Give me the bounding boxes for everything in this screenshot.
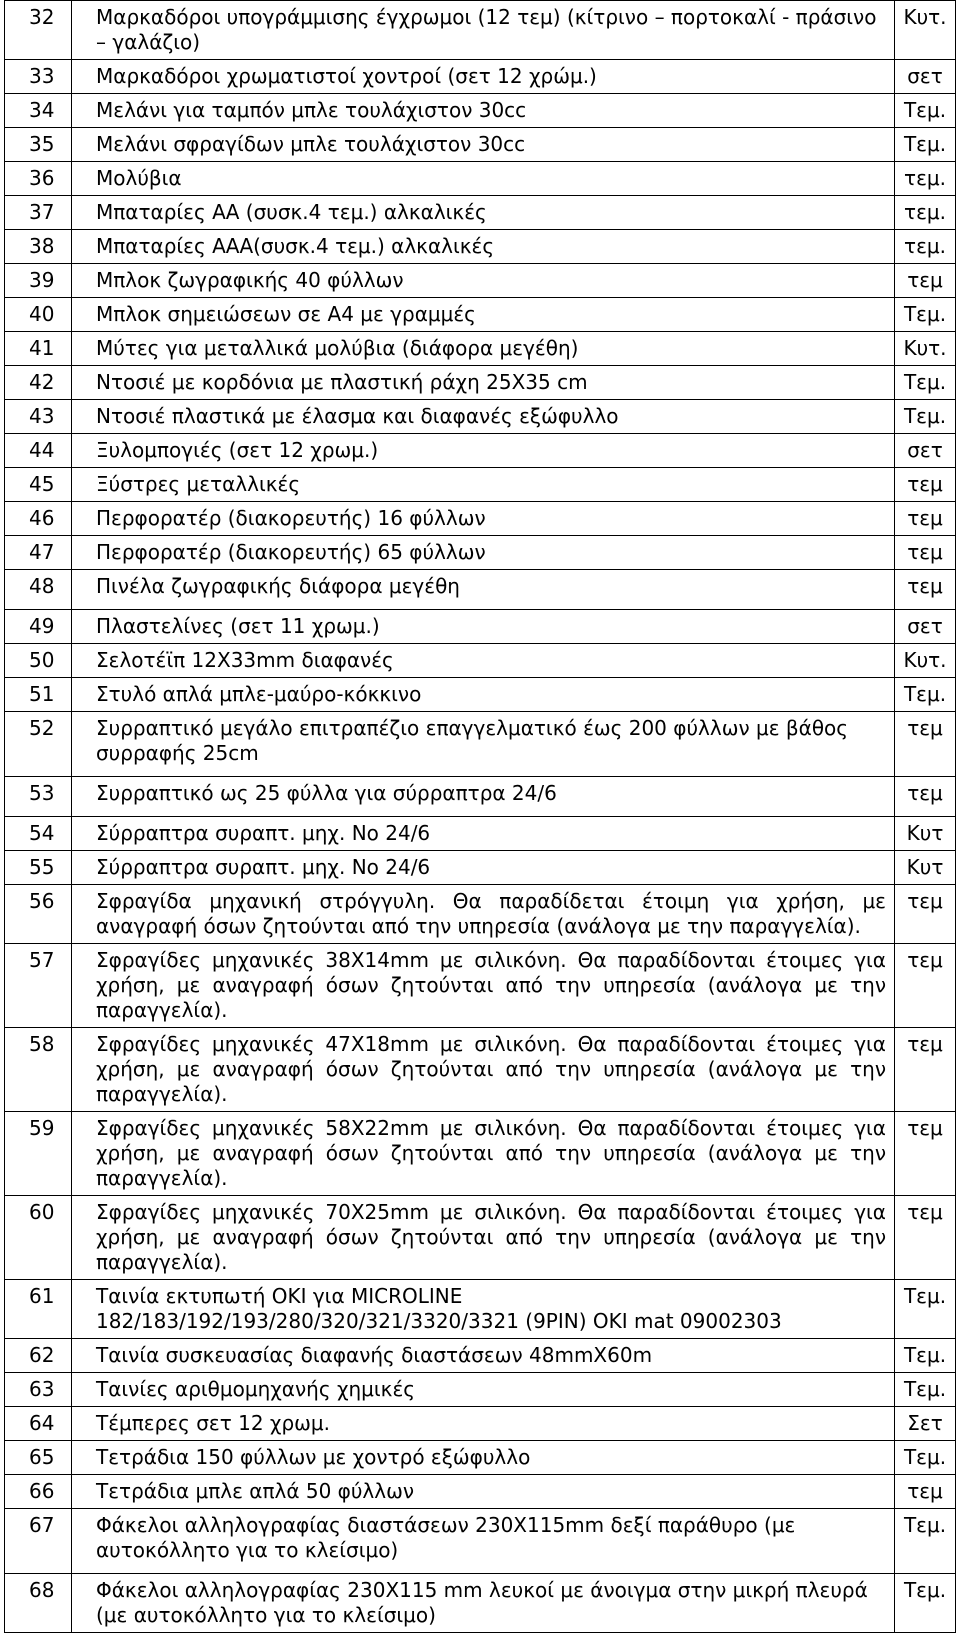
item-unit: τεμ [895,885,956,944]
item-description: Μολύβια [72,162,895,196]
table-row [5,1574,956,1633]
item-description: Μπλοκ σημειώσεων σε Α4 με γραμμές [72,298,895,332]
table-row [5,400,956,434]
item-unit: τεμ [895,1028,956,1112]
table-row [5,1196,956,1280]
item-description: Μελάνι για ταμπόν μπλε τουλάχιστον 30cc [72,94,895,128]
table-row [5,817,956,851]
item-number: 39 [5,264,72,298]
item-number: 65 [5,1441,72,1475]
item-description: Ντοσιέ πλαστικά με έλασμα και διαφανές εξώφυλλο [72,400,895,434]
table-row [5,885,956,944]
item-unit: τεμ [895,536,956,570]
table-row [5,128,956,162]
table-row [5,366,956,400]
item-unit: Τεμ. [895,400,956,434]
item-number: 63 [5,1373,72,1407]
item-number: 37 [5,196,72,230]
item-description: Τετράδια 150 φύλλων με χοντρό εξώφυλλο [72,1441,895,1475]
item-description: Ταινίες αριθμομηχανής χημικές [72,1373,895,1407]
item-unit: Τεμ. [895,1280,956,1339]
item-description: Στυλό απλά μπλε-μαύρο-κόκκινο [72,678,895,712]
item-unit: Τεμ. [895,1373,956,1407]
item-number: 54 [5,817,72,851]
table-row [5,1373,956,1407]
item-number: 60 [5,1196,72,1280]
item-description: Μαρκαδόροι χρωματιστοί χοντροί (σετ 12 χρώμ.) [72,60,895,94]
item-number: 46 [5,502,72,536]
item-description: Ξύστρες μεταλλικές [72,468,895,502]
table-row [5,678,956,712]
item-description: Σφραγίδες μηχανικές 58Χ22mm με σιλικόνη. Θα παραδίδονται έτοιμες για χρήση, με αναγραφή όσων ζητούνται από την υπηρεσία (ανάλογα με την παραγγελία). [72,1112,895,1196]
item-number: 53 [5,777,72,817]
item-description: Τέμπερες σετ 12 χρωμ. [72,1407,895,1441]
item-description: Τετράδια μπλε απλά 50 φύλλων [72,1475,895,1509]
table-row [5,1028,956,1112]
item-unit: τεμ [895,1475,956,1509]
item-unit: Κυτ [895,851,956,885]
item-description: Μαρκαδόροι υπογράμμισης έγχρωμοι (12 τεμ) (κίτρινο – πορτοκαλί - πράσινο – γαλάζιο) [72,1,895,60]
item-description: Φάκελοι αλληλογραφίας 230Χ115 mm λευκοί με άνοιγμα στην μικρή πλευρά (με αυτοκόλλητο για το κλείσιμο) [72,1574,895,1633]
item-description: Περφορατέρ (διακορευτής) 16 φύλλων [72,502,895,536]
table-row [5,1475,956,1509]
item-number: 34 [5,94,72,128]
item-number: 40 [5,298,72,332]
item-unit: Τεμ. [895,298,956,332]
item-unit: Τεμ. [895,1574,956,1633]
item-unit: τεμ. [895,230,956,264]
item-unit: Τεμ. [895,94,956,128]
item-description: Σελοτέϊπ 12Χ33mm διαφανές [72,644,895,678]
item-unit: τεμ [895,570,956,610]
item-number: 58 [5,1028,72,1112]
item-description: Πλαστελίνες (σετ 11 χρωμ.) [72,610,895,644]
items-table [4,0,956,1633]
item-unit: σετ [895,60,956,94]
item-description: Σφραγίδες μηχανικές 38Χ14mm με σιλικόνη. Θα παραδίδονται έτοιμες για χρήση, με αναγραφή όσων ζητούνται από την υπηρεσία (ανάλογα με την παραγγελία). [72,944,895,1028]
table-row [5,434,956,468]
item-description: Σύρραπτρα συραπτ. μηχ. Νο 24/6 [72,817,895,851]
item-unit: τεμ [895,944,956,1028]
item-unit: Τεμ. [895,1509,956,1574]
item-unit: τεμ [895,468,956,502]
table-row [5,777,956,817]
table-row [5,1280,956,1339]
table-row [5,1509,956,1574]
item-description: Σφραγίδες μηχανικές 70Χ25mm με σιλικόνη. Θα παραδίδονται έτοιμες για χρήση, με αναγραφή όσων ζητούνται από την υπηρεσία (ανάλογα με την παραγγελία). [72,1196,895,1280]
item-number: 50 [5,644,72,678]
table-row [5,502,956,536]
item-description: Σφραγίδες μηχανικές 47Χ18mm με σιλικόνη. Θα παραδίδονται έτοιμες για χρήση, με αναγραφή όσων ζητούνται από την υπηρεσία (ανάλογα με την παραγγελία). [72,1028,895,1112]
item-number: 35 [5,128,72,162]
item-description: Μπαταρίες ΑΑΑ(συσκ.4 τεμ.) αλκαλικές [72,230,895,264]
item-number: 59 [5,1112,72,1196]
table-row [5,1112,956,1196]
item-unit: τεμ. [895,196,956,230]
table-row [5,944,956,1028]
table-row [5,332,956,366]
item-number: 62 [5,1339,72,1373]
item-number: 43 [5,400,72,434]
item-unit: τεμ [895,777,956,817]
item-unit: Τεμ. [895,366,956,400]
item-number: 51 [5,678,72,712]
table-row [5,1339,956,1373]
item-number: 33 [5,60,72,94]
item-number: 61 [5,1280,72,1339]
table-row [5,94,956,128]
item-unit: τεμ. [895,162,956,196]
item-unit: Κυτ. [895,644,956,678]
item-number: 49 [5,610,72,644]
items-table-body [5,1,956,1633]
item-number: 42 [5,366,72,400]
item-unit: σετ [895,610,956,644]
item-description: Μελάνι σφραγίδων μπλε τουλάχιστον 30cc [72,128,895,162]
item-number: 68 [5,1574,72,1633]
item-description: Ταινία εκτυπωτή ΟΚΙ για MICROLINE 182/183/192/193/280/320/321/3320/3321 (9PIN) OKI mat 09002303 [72,1280,895,1339]
item-unit: Τεμ. [895,1339,956,1373]
item-number: 41 [5,332,72,366]
table-row [5,468,956,502]
item-unit: Κυτ. [895,1,956,60]
item-description: Σφραγίδα μηχανική στρόγγυλη. Θα παραδίδεται έτοιμη για χρήση, με αναγραφή όσων ζητούνται από την υπηρεσία (ανάλογα με την παραγγελία). [72,885,895,944]
table-row [5,1407,956,1441]
item-number: 55 [5,851,72,885]
item-unit: τεμ [895,502,956,536]
item-number: 48 [5,570,72,610]
item-description: Ταινία συσκευασίας διαφανής διαστάσεων 48mmX60m [72,1339,895,1373]
item-unit: Τεμ. [895,128,956,162]
item-description: Συρραπτικό ως 25 φύλλα για σύρραπτρα 24/6 [72,777,895,817]
item-number: 52 [5,712,72,777]
item-unit: τεμ [895,264,956,298]
table-row [5,570,956,610]
item-description: Φάκελοι αλληλογραφίας διαστάσεων 230Χ115mm δεξί παράθυρο (με αυτοκόλλητο για το κλείσιμο) [72,1509,895,1574]
item-number: 64 [5,1407,72,1441]
item-description: Ντοσιέ με κορδόνια με πλαστική ράχη 25Χ35 cm [72,366,895,400]
table-row [5,1,956,60]
table-row [5,298,956,332]
item-unit: τεμ [895,1112,956,1196]
item-unit: Κυτ. [895,332,956,366]
item-description: Μπλοκ ζωγραφικής 40 φύλλων [72,264,895,298]
table-row [5,230,956,264]
item-unit: Κυτ [895,817,956,851]
item-description: Περφορατέρ (διακορευτής) 65 φύλλων [72,536,895,570]
item-description: Σύρραπτρα συραπτ. μηχ. Νο 24/6 [72,851,895,885]
table-row [5,851,956,885]
item-number: 44 [5,434,72,468]
table-row [5,264,956,298]
item-number: 66 [5,1475,72,1509]
item-description: Πινέλα ζωγραφικής διάφορα μεγέθη [72,570,895,610]
table-row [5,712,956,777]
item-unit: σετ [895,434,956,468]
item-number: 56 [5,885,72,944]
table-row [5,610,956,644]
item-number: 47 [5,536,72,570]
item-number: 38 [5,230,72,264]
item-description: Ξυλομπογιές (σετ 12 χρωμ.) [72,434,895,468]
item-unit: Σετ [895,1407,956,1441]
item-number: 36 [5,162,72,196]
item-description: Συρραπτικό μεγάλο επιτραπέζιο επαγγελματικό έως 200 φύλλων με βάθος συρραφής 25cm [72,712,895,777]
item-unit: Τεμ. [895,1441,956,1475]
item-number: 67 [5,1509,72,1574]
table-row [5,1441,956,1475]
item-number: 57 [5,944,72,1028]
item-unit: τεμ [895,1196,956,1280]
table-row [5,196,956,230]
item-unit: τεμ [895,712,956,777]
item-number: 32 [5,1,72,60]
table-row [5,644,956,678]
table-row [5,60,956,94]
table-row [5,536,956,570]
table-row [5,162,956,196]
item-description: Μπαταρίες ΑΑ (συσκ.4 τεμ.) αλκαλικές [72,196,895,230]
item-number: 45 [5,468,72,502]
item-description: Μύτες για μεταλλικά μολύβια (διάφορα μεγέθη) [72,332,895,366]
item-unit: Τεμ. [895,678,956,712]
